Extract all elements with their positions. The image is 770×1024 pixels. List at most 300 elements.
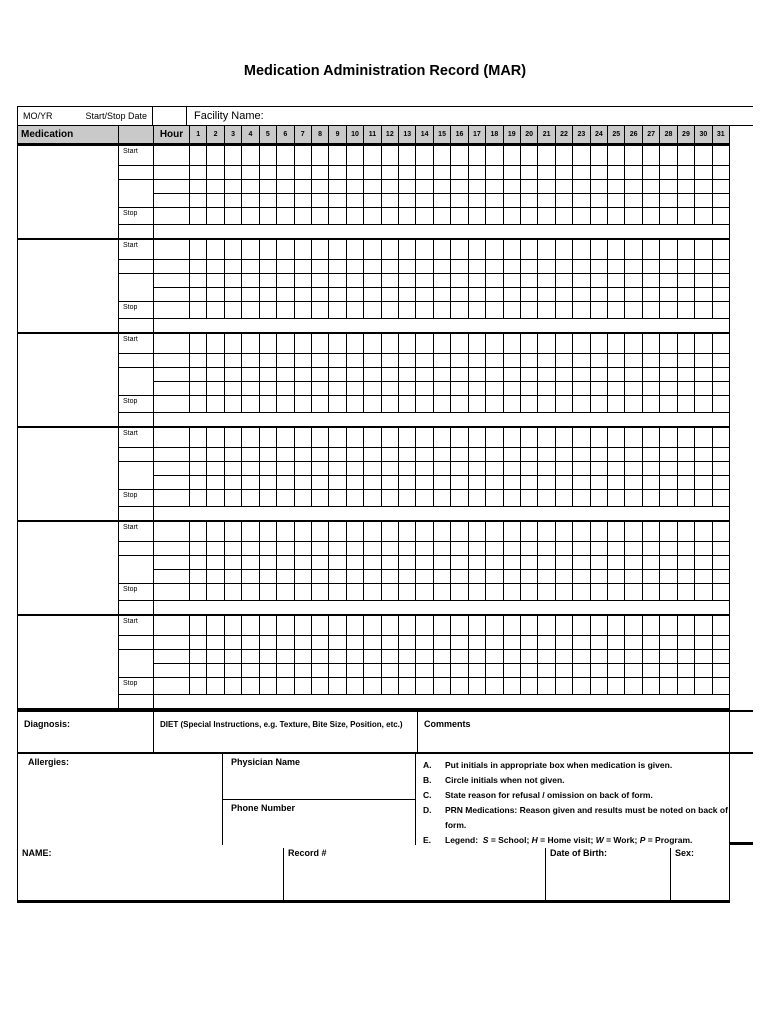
day-cell[interactable] — [207, 428, 223, 447]
day-cell[interactable] — [521, 382, 537, 395]
day-cell[interactable] — [260, 208, 276, 224]
day-cell[interactable] — [678, 428, 694, 447]
day-cell[interactable] — [695, 274, 711, 287]
day-cell[interactable] — [678, 354, 694, 367]
day-cell[interactable] — [225, 302, 241, 318]
day-cell[interactable] — [225, 556, 241, 569]
day-cell[interactable] — [190, 194, 206, 207]
day-cell[interactable] — [521, 428, 537, 447]
day-cell[interactable] — [504, 650, 520, 663]
day-cell[interactable] — [521, 584, 537, 600]
day-cell[interactable] — [329, 334, 345, 353]
day-cell[interactable] — [260, 616, 276, 635]
day-cell[interactable] — [416, 354, 432, 367]
day-cell[interactable] — [434, 542, 450, 555]
day-cell[interactable] — [434, 354, 450, 367]
day-cell[interactable] — [538, 240, 554, 259]
day-cell[interactable] — [295, 664, 311, 677]
day-cell[interactable] — [295, 274, 311, 287]
day-cell[interactable] — [538, 368, 554, 381]
day-cell[interactable] — [382, 260, 398, 273]
day-cell[interactable] — [451, 650, 467, 663]
day-cell[interactable] — [399, 382, 415, 395]
stop-date-cell[interactable]: Stop — [119, 678, 153, 694]
day-cell[interactable] — [260, 166, 276, 179]
day-cell[interactable] — [469, 180, 485, 193]
day-cell[interactable] — [416, 382, 432, 395]
day-cell[interactable] — [364, 382, 380, 395]
day-cell[interactable] — [329, 616, 345, 635]
day-cell[interactable] — [451, 678, 467, 694]
day-cell[interactable] — [521, 354, 537, 367]
day-cell[interactable] — [329, 570, 345, 583]
month-year-cell[interactable] — [18, 107, 152, 125]
day-cell[interactable] — [643, 522, 659, 541]
day-cell[interactable] — [190, 678, 206, 694]
day-cell[interactable] — [521, 542, 537, 555]
day-cell[interactable] — [713, 678, 729, 694]
day-cell[interactable] — [678, 180, 694, 193]
day-cell[interactable] — [504, 616, 520, 635]
day-cell[interactable] — [643, 584, 659, 600]
day-cell[interactable] — [434, 208, 450, 224]
day-cell[interactable] — [660, 396, 676, 412]
day-cell[interactable] — [504, 490, 520, 506]
day-cell[interactable] — [486, 616, 502, 635]
day-cell[interactable] — [504, 208, 520, 224]
day-cell[interactable] — [329, 664, 345, 677]
day-cell[interactable] — [416, 678, 432, 694]
day-cell[interactable] — [329, 448, 345, 461]
day-cell[interactable] — [469, 396, 485, 412]
start-date-cell[interactable]: Start — [119, 334, 153, 353]
day-cell[interactable] — [469, 146, 485, 165]
day-cell[interactable] — [451, 334, 467, 353]
stop-date-cell[interactable]: Stop — [119, 396, 153, 412]
day-cell[interactable] — [207, 616, 223, 635]
day-cell[interactable] — [643, 428, 659, 447]
day-cell[interactable] — [190, 302, 206, 318]
day-cell[interactable] — [190, 664, 206, 677]
day-cell[interactable] — [382, 616, 398, 635]
hour-field[interactable] — [154, 556, 189, 569]
day-cell[interactable] — [190, 382, 206, 395]
day-cell[interactable] — [416, 208, 432, 224]
day-cell[interactable] — [347, 334, 363, 353]
day-cell[interactable] — [277, 382, 293, 395]
day-cell[interactable] — [295, 584, 311, 600]
day-cell[interactable] — [382, 428, 398, 447]
day-cell[interactable] — [538, 302, 554, 318]
day-cell[interactable] — [416, 396, 432, 412]
day-cell[interactable] — [295, 542, 311, 555]
day-cell[interactable] — [625, 476, 641, 489]
day-cell[interactable] — [312, 302, 328, 318]
day-cell[interactable] — [556, 664, 572, 677]
day-cell[interactable] — [469, 428, 485, 447]
day-cell[interactable] — [277, 354, 293, 367]
label-cell[interactable] — [119, 695, 153, 708]
day-cell[interactable] — [312, 334, 328, 353]
day-cell[interactable] — [504, 584, 520, 600]
day-cell[interactable] — [416, 542, 432, 555]
day-cell[interactable] — [486, 396, 502, 412]
day-cell[interactable] — [608, 570, 624, 583]
day-cell[interactable] — [678, 288, 694, 301]
day-cell[interactable] — [625, 448, 641, 461]
day-cell[interactable] — [556, 448, 572, 461]
day-cell[interactable] — [625, 354, 641, 367]
day-cell[interactable] — [399, 542, 415, 555]
day-cell[interactable] — [573, 354, 589, 367]
day-cell[interactable] — [225, 274, 241, 287]
day-cell[interactable] — [486, 354, 502, 367]
day-cell[interactable] — [521, 240, 537, 259]
day-cell[interactable] — [643, 650, 659, 663]
day-cell[interactable] — [451, 570, 467, 583]
day-cell[interactable] — [625, 180, 641, 193]
day-cell[interactable] — [260, 428, 276, 447]
day-cell[interactable] — [242, 166, 258, 179]
day-cell[interactable] — [347, 368, 363, 381]
day-cell[interactable] — [312, 476, 328, 489]
day-cell[interactable] — [399, 208, 415, 224]
day-cell[interactable] — [312, 490, 328, 506]
day-cell[interactable] — [608, 354, 624, 367]
day-cell[interactable] — [416, 368, 432, 381]
day-cell[interactable] — [434, 146, 450, 165]
day-cell[interactable] — [225, 334, 241, 353]
day-cell[interactable] — [538, 542, 554, 555]
day-cell[interactable] — [591, 334, 607, 353]
day-cell[interactable] — [225, 354, 241, 367]
day-cell[interactable] — [434, 584, 450, 600]
day-cell[interactable] — [277, 274, 293, 287]
day-cell[interactable] — [538, 288, 554, 301]
day-cell[interactable] — [329, 584, 345, 600]
day-cell[interactable] — [434, 288, 450, 301]
day-cell[interactable] — [207, 556, 223, 569]
day-cell[interactable] — [242, 368, 258, 381]
day-cell[interactable] — [608, 288, 624, 301]
day-cell[interactable] — [277, 396, 293, 412]
day-cell[interactable] — [382, 556, 398, 569]
day-cell[interactable] — [207, 274, 223, 287]
day-cell[interactable] — [678, 240, 694, 259]
day-cell[interactable] — [225, 260, 241, 273]
day-cell[interactable] — [660, 146, 676, 165]
hour-field[interactable] — [154, 428, 189, 447]
day-cell[interactable] — [382, 522, 398, 541]
day-cell[interactable] — [277, 476, 293, 489]
day-cell[interactable] — [695, 382, 711, 395]
medication-field[interactable] — [18, 334, 118, 426]
label-cell[interactable] — [119, 507, 153, 520]
day-cell[interactable] — [608, 448, 624, 461]
day-cell[interactable] — [713, 334, 729, 353]
day-cell[interactable] — [277, 542, 293, 555]
day-cell[interactable] — [225, 240, 241, 259]
day-cell[interactable] — [591, 584, 607, 600]
day-cell[interactable] — [660, 288, 676, 301]
day-cell[interactable] — [591, 302, 607, 318]
day-cell[interactable] — [277, 678, 293, 694]
day-cell[interactable] — [695, 354, 711, 367]
day-cell[interactable] — [486, 650, 502, 663]
day-cell[interactable] — [660, 650, 676, 663]
day-cell[interactable] — [242, 584, 258, 600]
day-cell[interactable] — [329, 490, 345, 506]
hour-field[interactable] — [154, 678, 189, 694]
day-cell[interactable] — [347, 302, 363, 318]
day-cell[interactable] — [329, 428, 345, 447]
day-cell[interactable] — [207, 462, 223, 475]
label-cell[interactable] — [119, 462, 153, 489]
day-cell[interactable] — [504, 334, 520, 353]
day-cell[interactable] — [643, 490, 659, 506]
day-cell[interactable] — [399, 522, 415, 541]
day-cell[interactable] — [312, 260, 328, 273]
day-cell[interactable] — [382, 166, 398, 179]
day-cell[interactable] — [242, 678, 258, 694]
day-cell[interactable] — [295, 490, 311, 506]
date-of-birth-cell[interactable] — [546, 845, 670, 900]
day-cell[interactable] — [556, 166, 572, 179]
day-cell[interactable] — [660, 636, 676, 649]
day-cell[interactable] — [416, 288, 432, 301]
day-cell[interactable] — [678, 146, 694, 165]
day-cell[interactable] — [225, 476, 241, 489]
day-cell[interactable] — [469, 334, 485, 353]
day-cell[interactable] — [538, 570, 554, 583]
day-cell[interactable] — [486, 570, 502, 583]
day-cell[interactable] — [713, 650, 729, 663]
day-cell[interactable] — [364, 260, 380, 273]
day-cell[interactable] — [295, 260, 311, 273]
day-cell[interactable] — [434, 636, 450, 649]
day-cell[interactable] — [625, 368, 641, 381]
hour-field[interactable] — [154, 180, 189, 193]
day-cell[interactable] — [538, 462, 554, 475]
day-cell[interactable] — [521, 274, 537, 287]
day-cell[interactable] — [486, 208, 502, 224]
day-cell[interactable] — [312, 462, 328, 475]
day-cell[interactable] — [364, 166, 380, 179]
day-cell[interactable] — [591, 274, 607, 287]
day-cell[interactable] — [382, 678, 398, 694]
hour-field[interactable] — [154, 208, 189, 224]
day-cell[interactable] — [608, 556, 624, 569]
day-cell[interactable] — [382, 382, 398, 395]
hour-field[interactable] — [154, 570, 189, 583]
day-cell[interactable] — [451, 664, 467, 677]
day-cell[interactable] — [521, 650, 537, 663]
day-cell[interactable] — [190, 288, 206, 301]
day-cell[interactable] — [608, 180, 624, 193]
day-cell[interactable] — [190, 274, 206, 287]
diet-cell[interactable] — [154, 712, 417, 752]
day-cell[interactable] — [242, 636, 258, 649]
day-cell[interactable] — [434, 334, 450, 353]
day-cell[interactable] — [260, 194, 276, 207]
day-cell[interactable] — [277, 166, 293, 179]
day-cell[interactable] — [347, 650, 363, 663]
hour-field[interactable] — [154, 334, 189, 353]
day-cell[interactable] — [695, 678, 711, 694]
day-cell[interactable] — [556, 490, 572, 506]
day-cell[interactable] — [364, 368, 380, 381]
day-cell[interactable] — [434, 650, 450, 663]
day-cell[interactable] — [625, 664, 641, 677]
day-cell[interactable] — [312, 616, 328, 635]
day-cell[interactable] — [207, 194, 223, 207]
day-cell[interactable] — [399, 476, 415, 489]
day-cell[interactable] — [434, 490, 450, 506]
day-cell[interactable] — [434, 462, 450, 475]
day-cell[interactable] — [591, 636, 607, 649]
day-cell[interactable] — [521, 462, 537, 475]
day-cell[interactable] — [207, 542, 223, 555]
day-cell[interactable] — [660, 274, 676, 287]
day-cell[interactable] — [486, 636, 502, 649]
day-cell[interactable] — [190, 428, 206, 447]
day-cell[interactable] — [329, 354, 345, 367]
day-cell[interactable] — [521, 194, 537, 207]
day-cell[interactable] — [643, 636, 659, 649]
day-cell[interactable] — [660, 542, 676, 555]
day-cell[interactable] — [451, 396, 467, 412]
day-cell[interactable] — [695, 260, 711, 273]
phone-number-cell[interactable] — [223, 800, 415, 848]
day-cell[interactable] — [608, 334, 624, 353]
day-cell[interactable] — [643, 476, 659, 489]
day-cell[interactable] — [382, 302, 398, 318]
day-cell[interactable] — [678, 166, 694, 179]
hour-field[interactable] — [154, 476, 189, 489]
day-cell[interactable] — [382, 636, 398, 649]
day-cell[interactable] — [591, 448, 607, 461]
day-cell[interactable] — [713, 146, 729, 165]
day-cell[interactable] — [416, 240, 432, 259]
day-cell[interactable] — [364, 396, 380, 412]
day-cell[interactable] — [295, 428, 311, 447]
day-cell[interactable] — [416, 664, 432, 677]
day-cell[interactable] — [469, 490, 485, 506]
day-cell[interactable] — [713, 570, 729, 583]
day-cell[interactable] — [451, 180, 467, 193]
day-cell[interactable] — [434, 616, 450, 635]
day-cell[interactable] — [295, 354, 311, 367]
day-cell[interactable] — [556, 522, 572, 541]
hour-field[interactable] — [154, 462, 189, 475]
day-cell[interactable] — [382, 570, 398, 583]
day-cell[interactable] — [347, 490, 363, 506]
day-cell[interactable] — [434, 678, 450, 694]
day-cell[interactable] — [260, 334, 276, 353]
day-cell[interactable] — [277, 448, 293, 461]
day-cell[interactable] — [695, 208, 711, 224]
day-cell[interactable] — [207, 368, 223, 381]
day-cell[interactable] — [504, 302, 520, 318]
day-cell[interactable] — [190, 260, 206, 273]
day-cell[interactable] — [451, 616, 467, 635]
day-cell[interactable] — [486, 382, 502, 395]
day-cell[interactable] — [678, 382, 694, 395]
day-cell[interactable] — [225, 368, 241, 381]
day-cell[interactable] — [329, 146, 345, 165]
day-cell[interactable] — [504, 664, 520, 677]
day-cell[interactable] — [399, 180, 415, 193]
day-cell[interactable] — [190, 636, 206, 649]
day-cell[interactable] — [312, 664, 328, 677]
day-cell[interactable] — [242, 288, 258, 301]
day-cell[interactable] — [295, 194, 311, 207]
day-cell[interactable] — [678, 616, 694, 635]
day-cell[interactable] — [678, 302, 694, 318]
day-cell[interactable] — [608, 396, 624, 412]
start-date-cell[interactable]: Start — [119, 146, 153, 165]
day-cell[interactable] — [660, 334, 676, 353]
day-cell[interactable] — [225, 462, 241, 475]
day-cell[interactable] — [399, 636, 415, 649]
day-cell[interactable] — [625, 462, 641, 475]
day-cell[interactable] — [660, 616, 676, 635]
label-cell[interactable] — [119, 448, 153, 461]
record-number-cell[interactable] — [284, 845, 545, 900]
day-cell[interactable] — [242, 462, 258, 475]
day-cell[interactable] — [469, 584, 485, 600]
day-cell[interactable] — [504, 274, 520, 287]
day-cell[interactable] — [713, 584, 729, 600]
day-cell[interactable] — [207, 302, 223, 318]
day-cell[interactable] — [660, 462, 676, 475]
day-cell[interactable] — [277, 462, 293, 475]
label-cell[interactable] — [119, 368, 153, 395]
day-cell[interactable] — [277, 522, 293, 541]
day-cell[interactable] — [416, 194, 432, 207]
day-cell[interactable] — [591, 396, 607, 412]
day-cell[interactable] — [625, 650, 641, 663]
day-cell[interactable] — [451, 240, 467, 259]
day-cell[interactable] — [695, 240, 711, 259]
day-cell[interactable] — [573, 636, 589, 649]
day-cell[interactable] — [556, 146, 572, 165]
day-cell[interactable] — [295, 240, 311, 259]
day-cell[interactable] — [573, 490, 589, 506]
day-cell[interactable] — [207, 678, 223, 694]
day-cell[interactable] — [713, 462, 729, 475]
day-cell[interactable] — [399, 428, 415, 447]
day-cell[interactable] — [538, 584, 554, 600]
block-footer-cell[interactable] — [154, 601, 729, 614]
day-cell[interactable] — [660, 448, 676, 461]
day-cell[interactable] — [451, 428, 467, 447]
day-cell[interactable] — [207, 584, 223, 600]
day-cell[interactable] — [695, 490, 711, 506]
day-cell[interactable] — [486, 260, 502, 273]
day-cell[interactable] — [434, 476, 450, 489]
day-cell[interactable] — [277, 334, 293, 353]
day-cell[interactable] — [329, 260, 345, 273]
day-cell[interactable] — [312, 208, 328, 224]
day-cell[interactable] — [625, 616, 641, 635]
day-cell[interactable] — [399, 664, 415, 677]
label-cell[interactable] — [119, 601, 153, 614]
day-cell[interactable] — [364, 490, 380, 506]
day-cell[interactable] — [713, 180, 729, 193]
day-cell[interactable] — [713, 288, 729, 301]
day-cell[interactable] — [260, 382, 276, 395]
